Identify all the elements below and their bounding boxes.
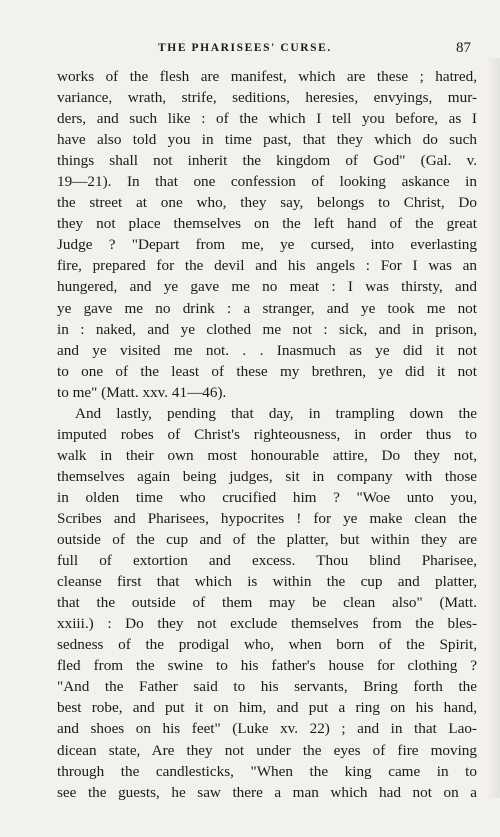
text-line: see the guests, he saw there a man which had not on a	[57, 783, 477, 801]
text-line: Scribes and Pharisees, hypocrites ! for ye make clean the	[57, 509, 477, 527]
text-line: that the outside of them may be clean also" (Matt.	[57, 594, 477, 612]
text-line: xxiii.) : Do they not exclude themselves from the bles-	[57, 615, 477, 633]
text-line: dicean state, Are they not under the eyes of fire moving	[57, 741, 477, 759]
text-line: And lastly, pending that day, in trampling down the	[75, 404, 477, 422]
text-line: fire, prepared for the devil and his angels : For I was an	[57, 257, 477, 275]
text-line: hungered, and ye gave me no meat : I was thirsty, and	[57, 278, 477, 296]
body-text	[57, 66, 477, 803]
text-line: ders, and such like : of the which I tell you before, as I	[57, 110, 477, 128]
text-line: they not place themselves on the left hand of the great	[57, 215, 477, 233]
text-line: sedness of the prodigal who, when born of the Spirit,	[57, 636, 477, 654]
text-line: in olden time who crucified him ? "Woe unto you,	[57, 488, 477, 506]
page-number: 87	[456, 40, 471, 56]
text-line: "And the Father said to his servants, Bring forth the	[57, 678, 477, 696]
running-head	[0, 40, 500, 62]
text-line: have also told you in time past, that they which do such	[57, 131, 477, 149]
text-line: full of extortion and excess. Thou blind Pharisee,	[57, 552, 477, 570]
text-line: in : naked, and ye clothed me not : sick, and in prison,	[57, 320, 477, 338]
text-line: cleanse first that which is within the cup and platter,	[57, 573, 477, 591]
text-line: fled from the swine to his father's house for clothing ?	[57, 657, 477, 675]
running-title: THE PHARISEES' CURSE.	[158, 42, 332, 54]
text-line: things shall not inherit the kingdom of God" (Gal. v.	[57, 152, 477, 170]
page-edge-shadow	[487, 58, 500, 798]
text-line: best robe, and put it on him, and put a ring on his hand,	[57, 699, 477, 717]
text-line: Judge ? "Depart from me, ye cursed, into everlasting	[57, 236, 477, 254]
text-line: and shoes on his feet" (Luke xv. 22) ; and in that Lao-	[57, 720, 477, 738]
text-line: 19—21). In that one confession of looking askance in	[57, 173, 477, 191]
text-line: through the candlesticks, "When the king came in to	[57, 762, 477, 780]
text-line: variance, wrath, strife, seditions, heresies, envyings, mur-	[57, 89, 477, 107]
text-line: works of the flesh are manifest, which are these ; hatred,	[57, 68, 477, 85]
text-line: outside of the cup and of the platter, but within they are	[57, 531, 477, 549]
text-line: walk in their own most honourable attire, Do they not,	[57, 446, 477, 464]
text-line: to one of the least of these my brethren, ye did it not	[57, 362, 477, 380]
text-line: imputed robes of Christ's righteousness, in order thus to	[57, 425, 477, 443]
text-line: to me" (Matt. xxv. 41—46).	[57, 383, 227, 401]
text-line: ye gave me no drink : a stranger, and ye took me not	[57, 299, 477, 317]
text-line: the street at one who, they say, belongs to Christ, Do	[57, 194, 477, 212]
text-line: and ye visited me not. . . Inasmuch as ye did it not	[57, 341, 477, 359]
text-line: themselves again being judges, sit in company with those	[57, 467, 477, 485]
